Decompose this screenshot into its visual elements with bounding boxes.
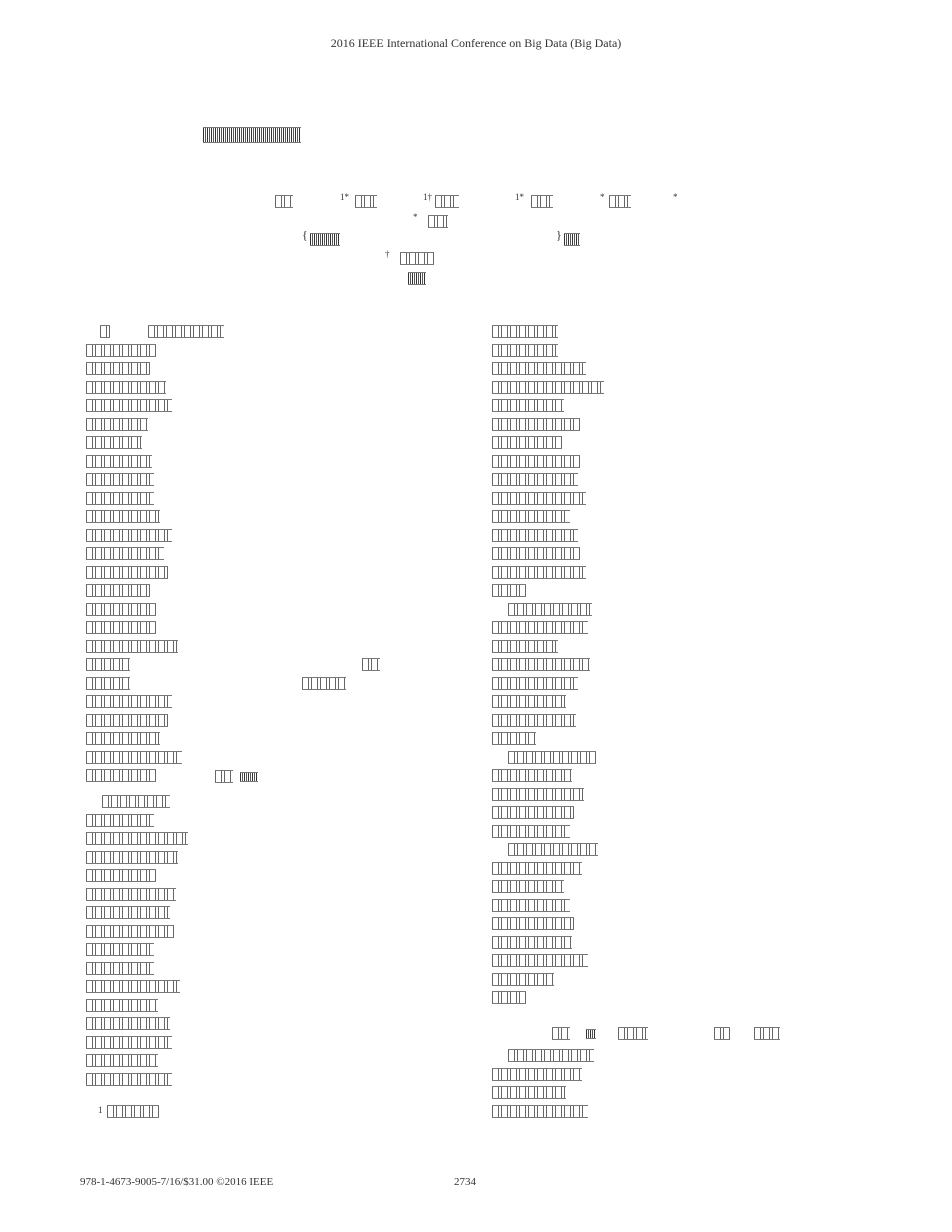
affiliation-line-3 [408,269,426,287]
author-mark: 1* [515,192,524,202]
author-mark: * [413,212,418,222]
author-mark: * [600,192,605,202]
author-mark: 1† [423,192,432,202]
subsection-heading [552,1026,792,1040]
running-head: 2016 IEEE International Conference on Big Data (Big Data) [330,36,622,50]
brace-close-icon: } [556,228,562,242]
right-column [492,322,872,1007]
page-number: 2734 [454,1176,476,1188]
footnote-mark: 1 [98,1105,103,1115]
author-list [275,192,695,208]
author-mark: 1* [340,192,349,202]
author-mark: * [673,192,678,202]
brace-open-icon: { [302,228,308,242]
affiliation-line [302,230,582,246]
section-heading [215,770,258,783]
author-line-2 [413,212,448,230]
copyright-line: 978-1-4673-9005-7/16/$31.00 ©2016 IEEE [80,1176,274,1188]
introduction-column [86,792,386,1088]
footnote [98,1105,159,1118]
affiliation-mark: † [385,249,390,259]
paper-title [203,126,301,144]
right-column-subsection [492,1046,872,1120]
affiliation-line-2 [385,249,434,267]
abstract-column [86,322,386,785]
